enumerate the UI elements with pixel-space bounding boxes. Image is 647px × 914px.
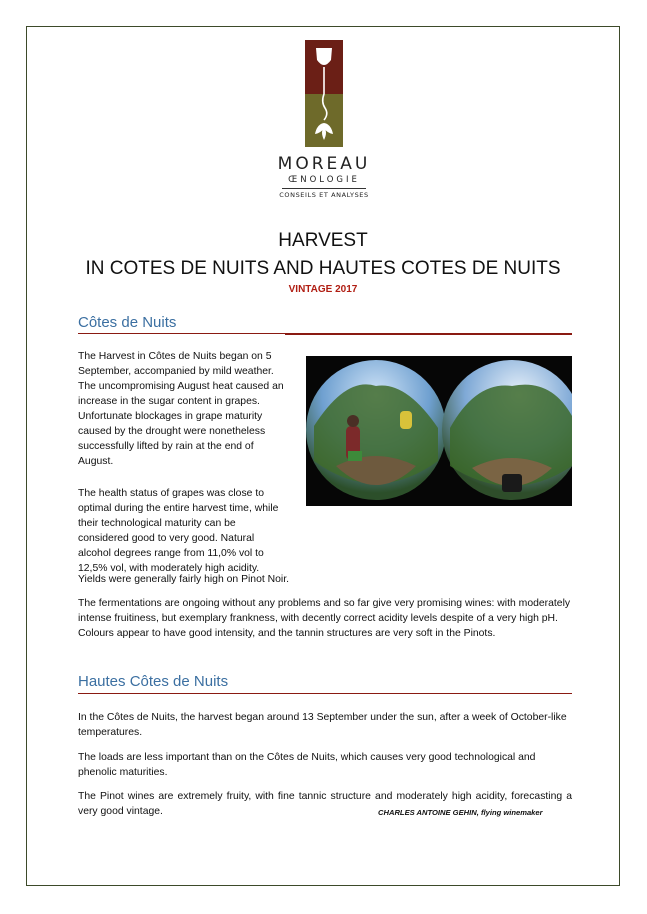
logo-tagline: CONSEILS ET ANALYSES [279, 191, 369, 199]
paragraph: Yields were generally fairly high on Pinot Noir. [78, 574, 289, 585]
wine-glass-vine-icon [305, 40, 343, 147]
paragraph [78, 486, 288, 576]
vintage-label: VINTAGE 2017 [288, 284, 358, 295]
paragraph: The fermentations are ongoing without any problems and so far give very promising wines: with moderately intense fruitiness, but exemplary frankness, with decently correct acidity levels despite of a very high pH. Colours appear to have good intensity, and the tannin structures are very soft in the Pinots. [78, 598, 571, 639]
document-title: HARVEST [278, 230, 368, 251]
signature [378, 808, 543, 817]
document-subtitle: IN COTES DE NUITS AND HAUTES COTES DE NUITS [85, 258, 561, 279]
logo-divider [282, 188, 366, 189]
paragraph: In the Côtes de Nuits, the harvest began around 13 September under the sun, after a week of October-like temperatures. [78, 712, 567, 738]
paragraph-text: The health status of grapes was close to optimal during the entire harvest time, while their technological maturity can be considered good to very good. Natural alcohol degrees range from 11,0% vol to 12,5% vol, with moderately high acidity. [78, 488, 279, 574]
section-rule-accent [285, 333, 572, 335]
fisheye-vineyard-image [306, 356, 572, 506]
signature-role: flying winemaker [480, 808, 543, 817]
paragraph: The Pinot wines are extremely fruity, with fine tannic structure and moderately high acidity, forecasting a very good vintage. [78, 791, 572, 817]
logo-brand: MOREAU [277, 154, 371, 174]
logo-subtitle: ŒNOLOGIE [288, 175, 360, 185]
section-heading-cotes-de-nuits: Côtes de Nuits [78, 314, 177, 331]
signature-name: CHARLES ANTOINE GEHIN, [378, 808, 479, 817]
harvest-photo [306, 356, 572, 506]
moreau-logo [268, 40, 380, 202]
section-heading-hautes-cotes-de-nuits: Hautes Côtes de Nuits [78, 673, 229, 690]
paragraph: The Harvest in Côtes de Nuits began on 5 September, accompanied by mild weather. The uncompromising August heat caused an increase in the sugar content in grapes. Unfortunate blockages in grape maturity caused by the drought were nonetheless successfully lifted by rain at the end of August. [78, 351, 284, 467]
section-rule [78, 693, 572, 694]
logo-emblem [305, 40, 343, 147]
paragraph: The loads are less important than on the Côtes de Nuits, which causes very good technological and phenolic maturities. [78, 752, 536, 778]
section-rule [78, 333, 285, 334]
